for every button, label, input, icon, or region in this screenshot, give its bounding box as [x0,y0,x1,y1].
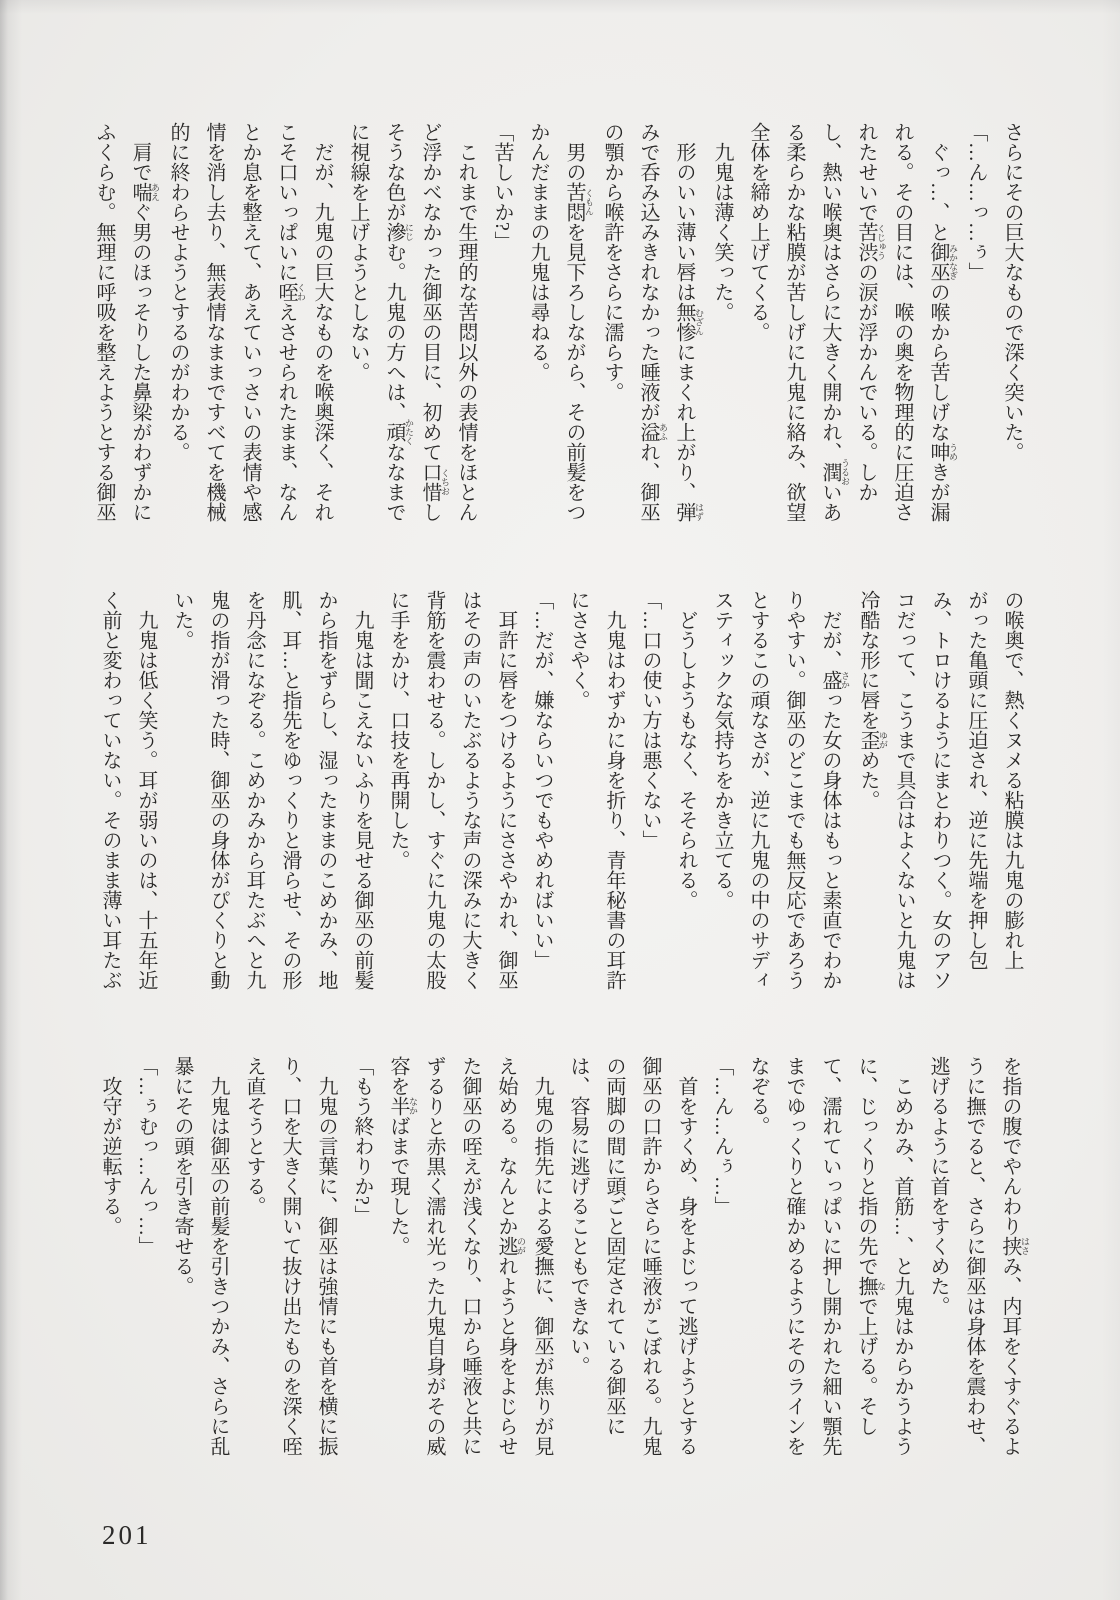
furigana: な [876,1276,886,1296]
furigana: なか [408,1096,418,1116]
ruby-annotated: 弾 はず [673,502,704,522]
paragraph: さらにその巨大なもので深く突いた。 [1001,122,1023,462]
paragraph: こめかみ、首筋…、と九鬼はからかうように、じっくりと指の先で撫 なで上げる。そして、濡れていっぱいに押し開かれた細い顎先までゆっくりと確かめるようにそのラインをなぞる。 [747,1056,913,1456]
paragraph: だが、九鬼の巨大なものを喉奥深く、それこそ口いっぱいに咥 くわえさせられたまま、なんとか息を整えて、あえていっさいの表情や感情を消し去り、無表情なままですべてを機械的に終わらせようとするのがわかる。 [167,122,333,522]
paragraph: 「…ぅむっ…んっ…」 [135,1056,157,1256]
furigana: にじ [404,222,414,242]
ruby-annotated: 滲 にじ [383,222,414,242]
paragraph: だが、盛 さかった女の身体はもっと素直でわかりやすい。御巫のどこまでも無反応であろうとするこの頑なさが、逆に九鬼の中のサディスティックな気持ちをかき立てる。 [711,590,850,990]
furigana: むざん [694,302,704,342]
paragraph: 九鬼の言葉に、御巫は強情にも首を横に振り、口を大きく開いて抜け出たものを深く咥え直そうとする。 [243,1056,337,1456]
furigana: くじゅう [876,222,886,262]
page-number: 201 [102,1520,152,1550]
ruby-annotated: 挟 はさ [999,1236,1030,1256]
paragraph: 「苦しいか?」 [491,122,513,251]
ruby-annotated: 半 なか [387,1096,418,1116]
paragraph: 九鬼は聞こえないふりを見せる御巫の前髪から指をずらし、湿ったままのこめかみ、地肌、耳…と指先をゆっくりと滑らせ、その形を丹念になぞる。こめかみから耳たぶへと九鬼の指が滑った時、御巫の身体がぴくりと動いた。 [171,590,373,990]
ruby-annotated: 呻 うめ [927,442,958,462]
ruby-annotated: 潤 うるお [819,458,850,486]
ruby-annotated: 御巫 みかなぎ [927,242,958,282]
ruby-annotated: 頑 かたく [383,418,414,446]
paragraph: どうしようもなく、そそられる。 [675,610,697,910]
ruby-annotated: 逃 のが [495,1236,526,1256]
paragraph: 耳許に唇をつけるようにささやかれ、御巫はその声のいたぶるような声の深みに大きく背筋を震わせる。しかし、すぐに九鬼の太股に手をかけ、口技を再開した。 [387,590,517,990]
furigana: あふ [658,422,668,442]
furigana: くもん [584,182,594,222]
paragraph: 肩で喘 あえぐ男のほっそりした鼻梁がわずかにふくらむ。無理に呼吸を整えようとする御巫 [93,122,160,522]
ruby-annotated: 苦渋 くじゅう [855,222,886,262]
paragraph: 首をすくめ、身をよじって逃げようとする御巫の口許からさらに唾液がこぼれる。九鬼の両脚の間に頭ごと固定されている御巫には、容易に逃げることもできない。 [567,1056,697,1456]
furigana: ゆが [878,730,888,750]
ruby-annotated: 撫 な [855,1276,886,1296]
paragraph: 「もう終わりか?」 [351,1056,373,1225]
ruby-annotated: 溢 あふ [637,422,668,442]
furigana: くわ [296,282,306,302]
furigana: うめ [948,442,958,462]
ruby-annotated: 無惨 むざん [673,302,704,342]
furigana: はさ [1020,1236,1030,1256]
paragraph: 九鬼はわずかに身を折り、青年秘書の耳許にささやく。 [567,590,625,990]
paragraph: 九鬼の指先による愛撫に、御巫が焦りが見え始める。なんとか逃 のがれようと身をよじらせた御巫の咥えが浅くなり、口から唾液と共にずるりと赤黒く濡れ光った九鬼自身がその威容を半 なかばまで現した。 [387,1056,553,1456]
paragraph: 九鬼は低く笑う。耳が弱いのは、十五年近く前と変わっていない。そのまま薄い耳たぶ [99,590,157,990]
paragraph: 「…だが、嫌ならいつでもやめればいい」 [531,590,553,970]
ruby-annotated: 喘 あえ [129,182,160,202]
paragraph: 九鬼は薄く笑った。 [711,142,733,322]
ruby-annotated: 咥 くわ [275,282,306,302]
text-block-top [70,122,1030,532]
ruby-annotated: 歪 ゆが [857,730,888,750]
furigana: かたく [404,418,414,446]
text-block-middle [70,590,1030,1000]
paragraph: 男の苦悶 くもんを見下ろしながら、その前髪をつかんだままの九鬼は尋ねる。 [527,122,594,522]
furigana: うるお [840,458,850,486]
text-block-bottom [70,1056,1030,1466]
paragraph: これまで生理的な苦悶以外の表情をほとんど浮かべなかった御巫の目に、初めて口惜 くちおしそうな色が滲 にじむ。九鬼の方へは、頑 かたくななまでに視線を上げようとしない。 [347,122,477,522]
ruby-annotated: 苦悶 くもん [563,182,594,222]
paragraph: ぐっ…、と御巫 みかなぎの喉から苦しげな呻 うめきが漏れる。その目には、喉の奥を物理的に圧迫されたせいで苦渋 くじゅうの涙が浮かんでいる。しかし、熱い喉奥はさらに大きく開かれ、潤 うるおいある柔らかな粘膜が苦しげに九鬼に絡み、欲望全体を締め上げてくる。 [747,122,958,522]
furigana: あえ [150,182,160,202]
furigana: さか [840,670,850,690]
furigana: のが [516,1236,526,1256]
paragraph: 九鬼は御巫の前髪を引きつかみ、さらに乱暴にその頭を引き寄せる。 [171,1056,229,1456]
furigana: はず [694,502,704,522]
paragraph: 攻守が逆転する。 [99,1076,121,1236]
paragraph: の喉奥で、熱くヌメる粘膜は九鬼の膨れ上がった亀頭に圧迫され、逆に先端を押し包み、トロけるようにまとわりつく。女のアソコだって、こうまで具合はよくないと九鬼は冷酷な形に唇を歪 ゆがめた。 [857,590,1023,990]
paragraph: 「…口の使い方は悪くない」 [639,590,661,850]
furigana: みかなぎ [948,242,958,282]
paragraph: 「…ん…っ…ぅ」 [965,122,987,282]
paragraph: 形のいい薄い唇は無惨 むざんにまくれ上がり、弾 はずみで呑み込みきれなかった唾液が溢 あふれ、御巫の顎から喉許をさらに濡らす。 [601,122,704,522]
ruby-annotated: 口惜 くちお [419,462,450,502]
paragraph: 「…ん…んぅ…」 [711,1056,733,1216]
ruby-annotated: 盛 さか [819,670,850,690]
furigana: くちお [440,462,450,502]
paragraph: を指の腹でやんわり挟 はさみ、内耳をくすぐるように撫でると、さらに御巫は身体を震わせ、逃げるように首をすくめた。 [927,1056,1030,1456]
